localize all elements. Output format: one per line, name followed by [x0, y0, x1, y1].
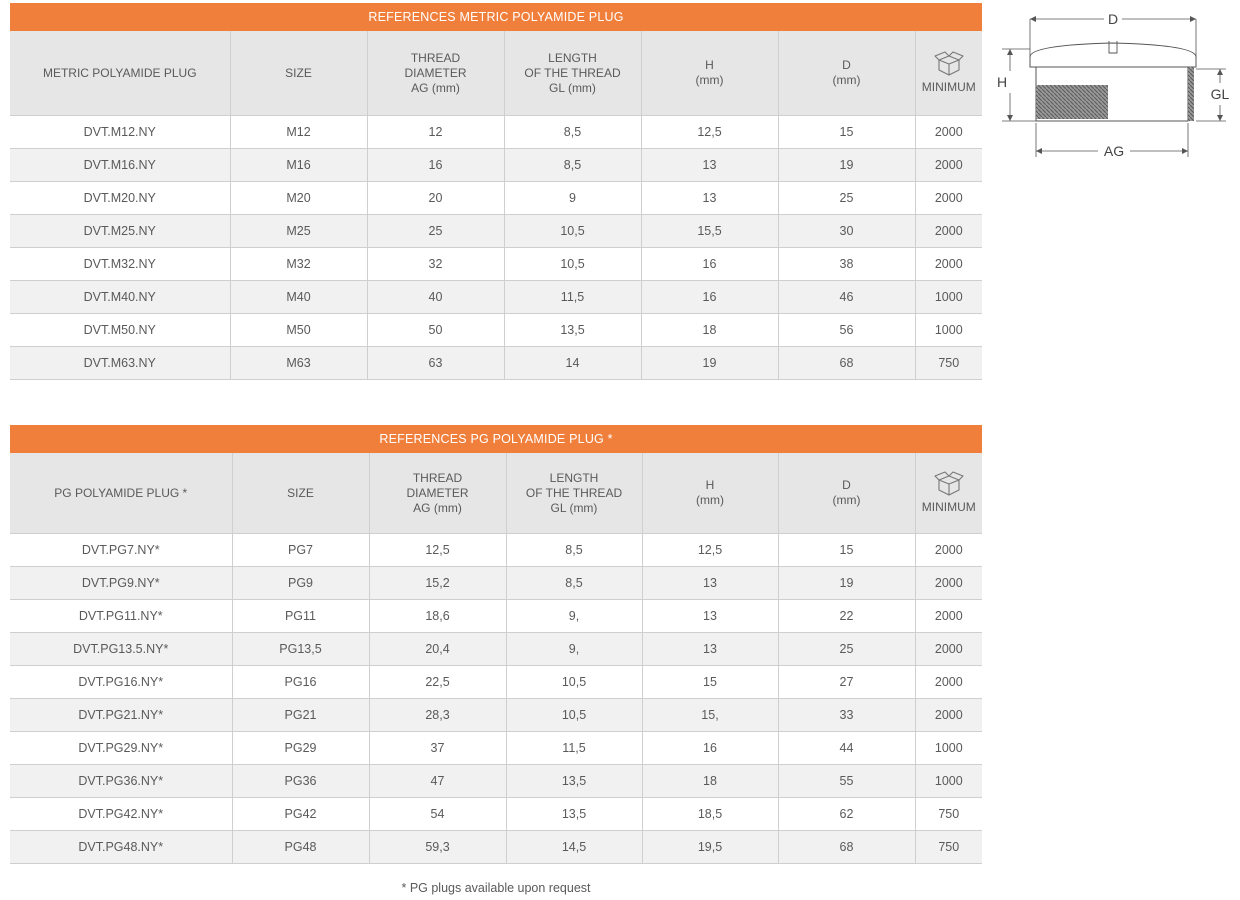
header-line: LENGTH	[549, 470, 599, 485]
cell-thread-diameter: 12,5	[369, 534, 506, 567]
header-line: (mm)	[832, 493, 861, 507]
cell-h: 19,5	[642, 831, 778, 864]
cell-size: M12	[230, 116, 367, 149]
col-header-d	[778, 453, 915, 534]
table-row	[10, 281, 982, 314]
cell-h: 18,5	[642, 798, 778, 831]
cell-minimum: 2000	[915, 600, 982, 633]
cell-thread-length: 13,5	[506, 765, 642, 798]
header-line: OF THE THREAD	[524, 65, 621, 80]
cell-size: PG11	[232, 600, 369, 633]
cell-size: PG29	[232, 732, 369, 765]
cell-h: 18	[642, 765, 778, 798]
header-line: DIAMETER	[406, 485, 469, 500]
cell-d: 25	[778, 182, 915, 215]
cell-minimum: 2000	[915, 666, 982, 699]
cell-h: 12,5	[641, 116, 778, 149]
cell-size: M40	[230, 281, 367, 314]
cell-thread-diameter: 16	[367, 149, 504, 182]
cell-h: 15,5	[641, 215, 778, 248]
header-line: D	[842, 58, 851, 72]
cell-size: PG42	[232, 798, 369, 831]
table-row	[10, 798, 982, 831]
col-header-minimum	[915, 31, 982, 116]
cell-size: PG36	[232, 765, 369, 798]
col-header-reference: PG POLYAMIDE PLUG *	[10, 453, 232, 534]
cell-minimum: 2000	[915, 534, 982, 567]
cell-d: 62	[778, 798, 915, 831]
cell-reference: DVT.M16.NY	[10, 149, 230, 182]
cell-thread-diameter: 50	[367, 314, 504, 347]
cell-thread-diameter: 22,5	[369, 666, 506, 699]
cell-reference: DVT.M12.NY	[10, 116, 230, 149]
cell-d: 68	[778, 347, 915, 380]
header-line: LENGTH	[548, 50, 597, 65]
table-row	[10, 765, 982, 798]
cell-minimum: 750	[915, 798, 982, 831]
cell-d: 15	[778, 534, 915, 567]
header-line: H	[705, 58, 714, 72]
cell-thread-length: 8,5	[504, 149, 641, 182]
cell-thread-length: 14	[504, 347, 641, 380]
cell-thread-diameter: 32	[367, 248, 504, 281]
table-row	[10, 666, 982, 699]
cell-reference: DVT.M50.NY	[10, 314, 230, 347]
cell-minimum: 1000	[915, 314, 982, 347]
cell-thread-length: 11,5	[506, 732, 642, 765]
cell-size: PG13,5	[232, 633, 369, 666]
cell-h: 16	[642, 732, 778, 765]
cell-d: 33	[778, 699, 915, 732]
cell-reference: DVT.M40.NY	[10, 281, 230, 314]
cell-size: M63	[230, 347, 367, 380]
cell-thread-length: 9	[504, 182, 641, 215]
cell-thread-diameter: 20,4	[369, 633, 506, 666]
cell-reference: DVT.PG29.NY*	[10, 732, 232, 765]
cell-reference: DVT.M32.NY	[10, 248, 230, 281]
cell-thread-length: 14,5	[506, 831, 642, 864]
cell-thread-diameter: 54	[369, 798, 506, 831]
table-row	[10, 732, 982, 765]
cell-d: 46	[778, 281, 915, 314]
ag-label: AG	[1103, 143, 1125, 159]
cell-h: 12,5	[642, 534, 778, 567]
cell-minimum: 2000	[915, 149, 982, 182]
cell-size: PG9	[232, 567, 369, 600]
col-header-h	[642, 453, 778, 534]
cell-thread-length: 8,5	[506, 567, 642, 600]
col-header-thread-diameter	[369, 453, 506, 534]
d-label: D	[1107, 11, 1119, 27]
col-header-h	[641, 31, 778, 116]
cell-thread-length: 8,5	[506, 534, 642, 567]
gl-dimension	[1196, 69, 1230, 121]
col-header-thread-length	[506, 453, 642, 534]
cell-reference: DVT.PG36.NY*	[10, 765, 232, 798]
cell-thread-diameter: 25	[367, 215, 504, 248]
metric-table-body	[10, 116, 982, 380]
cell-size: M16	[230, 149, 367, 182]
cell-reference: DVT.M20.NY	[10, 182, 230, 215]
cell-thread-diameter: 59,3	[369, 831, 506, 864]
cell-h: 16	[641, 248, 778, 281]
header-line: (mm)	[696, 493, 724, 507]
cell-d: 38	[778, 248, 915, 281]
cell-size: PG16	[232, 666, 369, 699]
table-row	[10, 116, 982, 149]
gl-label: GL	[1210, 86, 1230, 102]
metric-plug-table	[10, 3, 982, 380]
header-line: OF THE THREAD	[525, 485, 623, 500]
cell-thread-diameter: 12	[367, 116, 504, 149]
cell-d: 55	[778, 765, 915, 798]
col-header-size: SIZE	[232, 453, 369, 534]
cell-h: 19	[641, 347, 778, 380]
table-row	[10, 534, 982, 567]
cell-thread-diameter: 15,2	[369, 567, 506, 600]
cell-thread-length: 9,	[506, 600, 642, 633]
cell-h: 13	[642, 600, 778, 633]
cell-minimum: 2000	[915, 215, 982, 248]
pg-plug-table	[10, 425, 982, 864]
h-label: H	[996, 74, 1008, 90]
cell-h: 13	[641, 182, 778, 215]
header-line: MINIMUM	[921, 500, 976, 514]
cell-reference: DVT.PG7.NY*	[10, 534, 232, 567]
cell-d: 30	[778, 215, 915, 248]
header-line: THREAD	[412, 470, 463, 485]
table-row	[10, 182, 982, 215]
table-row	[10, 347, 982, 380]
header-line: H	[705, 478, 715, 492]
cell-d: 15	[778, 116, 915, 149]
cell-h: 13	[641, 149, 778, 182]
header-line: GL (mm)	[549, 80, 596, 95]
cell-minimum: 2000	[915, 633, 982, 666]
cell-d: 44	[778, 732, 915, 765]
col-header-minimum	[915, 453, 982, 534]
plug-dimension-diagram	[990, 5, 1235, 165]
cell-reference: DVT.PG13.5.NY*	[10, 633, 232, 666]
cell-thread-length: 9,	[506, 633, 642, 666]
cell-size: M20	[230, 182, 367, 215]
cell-d: 25	[778, 633, 915, 666]
cell-minimum: 2000	[915, 567, 982, 600]
cell-minimum: 2000	[915, 699, 982, 732]
box-icon	[934, 51, 964, 77]
cell-d: 68	[778, 831, 915, 864]
ag-dimension	[1036, 123, 1188, 159]
cell-minimum: 2000	[915, 248, 982, 281]
cell-thread-diameter: 37	[369, 732, 506, 765]
table-row	[10, 831, 982, 864]
cell-size: PG21	[232, 699, 369, 732]
header-line: (mm)	[695, 73, 724, 87]
cell-size: PG7	[232, 534, 369, 567]
table-row	[10, 699, 982, 732]
col-header-reference: METRIC POLYAMIDE PLUG	[10, 31, 230, 116]
cell-minimum: 1000	[915, 281, 982, 314]
cell-minimum: 750	[915, 347, 982, 380]
cell-reference: DVT.PG11.NY*	[10, 600, 232, 633]
cell-minimum: 750	[915, 831, 982, 864]
cell-d: 56	[778, 314, 915, 347]
header-line: (mm)	[832, 73, 861, 87]
table-row	[10, 314, 982, 347]
cell-h: 15,	[642, 699, 778, 732]
cell-minimum: 1000	[915, 765, 982, 798]
cell-thread-length: 13,5	[506, 798, 642, 831]
cell-size: M50	[230, 314, 367, 347]
cell-size: M25	[230, 215, 367, 248]
table-row	[10, 248, 982, 281]
cell-d: 27	[778, 666, 915, 699]
header-line: DIAMETER	[404, 65, 467, 80]
cell-reference: DVT.PG48.NY*	[10, 831, 232, 864]
cell-reference: DVT.M63.NY	[10, 347, 230, 380]
header-line: GL (mm)	[550, 500, 598, 515]
footnote: * PG plugs available upon request	[401, 881, 591, 895]
cell-minimum: 2000	[915, 116, 982, 149]
header-line: AG (mm)	[413, 500, 462, 515]
col-header-size: SIZE	[230, 31, 367, 116]
cell-thread-diameter: 20	[367, 182, 504, 215]
table-row	[10, 567, 982, 600]
cell-d: 19	[778, 149, 915, 182]
cell-thread-length: 11,5	[504, 281, 641, 314]
cell-reference: DVT.M25.NY	[10, 215, 230, 248]
cell-thread-length: 10,5	[506, 699, 642, 732]
cell-thread-length: 10,5	[504, 248, 641, 281]
cell-thread-diameter: 47	[369, 765, 506, 798]
table-row	[10, 149, 982, 182]
cell-thread-diameter: 40	[367, 281, 504, 314]
header-line: THREAD	[410, 50, 461, 65]
cell-size: PG48	[232, 831, 369, 864]
cell-thread-diameter: 28,3	[369, 699, 506, 732]
metric-table-banner: REFERENCES METRIC POLYAMIDE PLUG	[10, 3, 982, 31]
cell-h: 13	[642, 567, 778, 600]
cell-h: 13	[642, 633, 778, 666]
cell-minimum: 1000	[915, 732, 982, 765]
cell-thread-diameter: 18,6	[369, 600, 506, 633]
cell-thread-length: 10,5	[506, 666, 642, 699]
col-header-d	[778, 31, 915, 116]
cell-thread-length: 13,5	[504, 314, 641, 347]
pg-table-body	[10, 534, 982, 864]
cell-minimum: 2000	[915, 182, 982, 215]
col-header-thread-diameter	[367, 31, 504, 116]
cell-thread-diameter: 63	[367, 347, 504, 380]
cell-h: 16	[641, 281, 778, 314]
cell-reference: DVT.PG9.NY*	[10, 567, 232, 600]
cell-size: M32	[230, 248, 367, 281]
header-line: AG (mm)	[411, 80, 460, 95]
cell-reference: DVT.PG16.NY*	[10, 666, 232, 699]
header-line: D	[842, 478, 851, 492]
col-header-thread-length	[504, 31, 641, 116]
table-row	[10, 600, 982, 633]
cell-thread-length: 8,5	[504, 116, 641, 149]
cell-reference: DVT.PG21.NY*	[10, 699, 232, 732]
cell-h: 15	[642, 666, 778, 699]
cell-d: 19	[778, 567, 915, 600]
cell-h: 18	[641, 314, 778, 347]
cell-reference: DVT.PG42.NY*	[10, 798, 232, 831]
table-row	[10, 215, 982, 248]
table-row	[10, 633, 982, 666]
cell-thread-length: 10,5	[504, 215, 641, 248]
pg-table-banner: REFERENCES PG POLYAMIDE PLUG *	[10, 425, 982, 453]
box-icon	[934, 471, 964, 497]
cell-d: 22	[778, 600, 915, 633]
header-line: MINIMUM	[921, 80, 976, 94]
